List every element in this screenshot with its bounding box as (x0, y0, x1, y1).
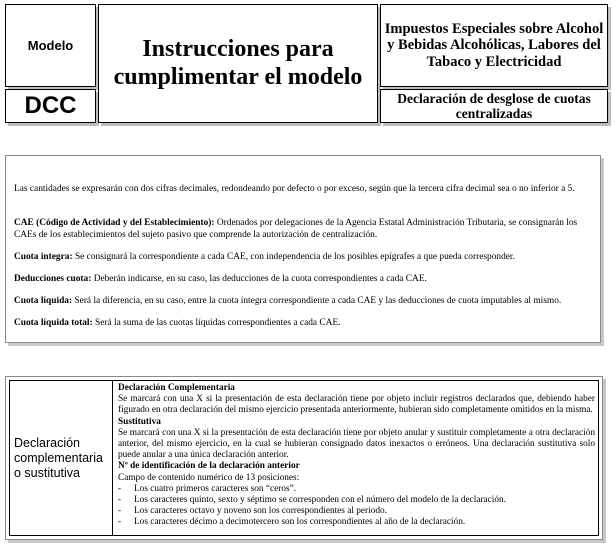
page-title: Instrucciones para cumplimentar el modelo (113, 35, 363, 90)
instruction-term: Cuota líquida total: (14, 318, 93, 328)
instruction-text: Deberán indicarse, en su caso, las deducciones de la cuota correspondientes a cada CAE. (91, 274, 427, 284)
modelo-label-cell (5, 4, 96, 87)
list-item-text: Los caracteres quinto, sexto y séptimo se corresponden con el número del modelo de la declaración. (134, 495, 507, 506)
list-item (118, 517, 595, 528)
dash-bullet: - (118, 483, 122, 494)
list-item-text: Los cuatro primeros caracteres son “ceros”. (134, 483, 297, 494)
instruction-cuota-liquida-total (14, 317, 592, 329)
complementaria-label-cell (10, 381, 113, 535)
instruction-deducciones (14, 273, 592, 285)
complementaria-table (9, 380, 599, 536)
list-item (118, 484, 595, 495)
title-cell (98, 4, 378, 123)
instructions-panel (5, 155, 601, 343)
modelo-code: DCC (24, 92, 77, 119)
id-heading: Nº de identificación de la declaración anterior (118, 461, 300, 472)
instruction-term: Cuota líquida: (14, 296, 73, 306)
id-list (118, 484, 595, 529)
complementaria-panel (5, 376, 603, 540)
sust-heading: Sustitutiva (118, 416, 161, 427)
instruction-term: CAE (Código de Actividad y del Establecimiento): (14, 218, 215, 228)
instruction-text: Se consignará la correspondiente a cada CAE, con independencia de los posibles epígrafes a que pueda corresponder. (72, 252, 515, 262)
comp-heading: Declaración Complementaria (118, 383, 235, 393)
form-subtitle-cell (380, 89, 608, 123)
instruction-term: Cuota integra: (14, 252, 73, 262)
complementaria-text-cell (118, 383, 595, 529)
instruction-text: Será la suma de las cuotas líquidas correspondientes a cada CAE. (92, 318, 341, 328)
instruction-cuota-liquida (14, 295, 592, 307)
dash-bullet: - (118, 506, 122, 517)
tax-title-cell (380, 4, 608, 87)
instruction-cae (14, 217, 592, 241)
rounding-note: Las cantidades se expresarán con dos cifras decimales, redondeando por defecto o por exceso, según que la tercera cifra decimal sea o no inferior a 5. (14, 184, 575, 194)
tax-title: Impuestos Especiales sobre Alcohol y Bebidas Alcohólicas, Labores del Tabaco y Electricidad (384, 21, 604, 70)
complementaria-label: Declaración complementaria o sustitutiva (14, 435, 103, 480)
list-item-text: Los caracteres octavo y noveno son los correspondientes al periodo. (134, 506, 387, 517)
modelo-label: Modelo (27, 38, 74, 53)
list-item (118, 495, 595, 506)
list-item (118, 506, 595, 517)
id-intro: Campo de contenido numérico de 13 posiciones: (118, 472, 300, 483)
instruction-cuota-integra (14, 251, 592, 263)
list-item-text: Los caracteres décimo a decimotercero son los correspondientes al año de la declaración. (134, 517, 466, 528)
instruction-term: Deducciones cuota: (14, 274, 92, 284)
modelo-code-cell (5, 89, 96, 123)
sust-text: Se marcará con una X si la presentación de esta declaración tiene por objeto anular y sustituir completamente a otra declaración anterior, del mismo ejercicio, en la cual se hubieran consignado datos inexactos o erróneos. Una declaración sustitutiva solo puede anular a una única declaración anterior. (118, 427, 595, 461)
dash-bullet: - (118, 517, 122, 528)
comp-text: Se marcará con una X si la presentación de esta declaración tiene por objeto incluir registros declarados que, debiendo haber figurado en otra declaración del mismo ejercicio presentada anteriormente, hubieran sido completamente omitidos en la misma. (118, 394, 595, 416)
instruction-text: Ordenados por delegaciones de la Agencia Estatal Administración Tributaria, se consignarán los CAEs de los establecimientos del sujeto pasivo que comprende la autorización de centralización. (14, 218, 578, 240)
dash-bullet: - (118, 495, 122, 506)
form-subtitle: Declaración de desglose de cuotas centralizadas (397, 90, 591, 121)
instruction-text: Será la diferencia, en su caso, entre la cuota íntegra correspondiente a cada CAE y las deducciones de cuota imputables al mismo. (72, 296, 562, 306)
